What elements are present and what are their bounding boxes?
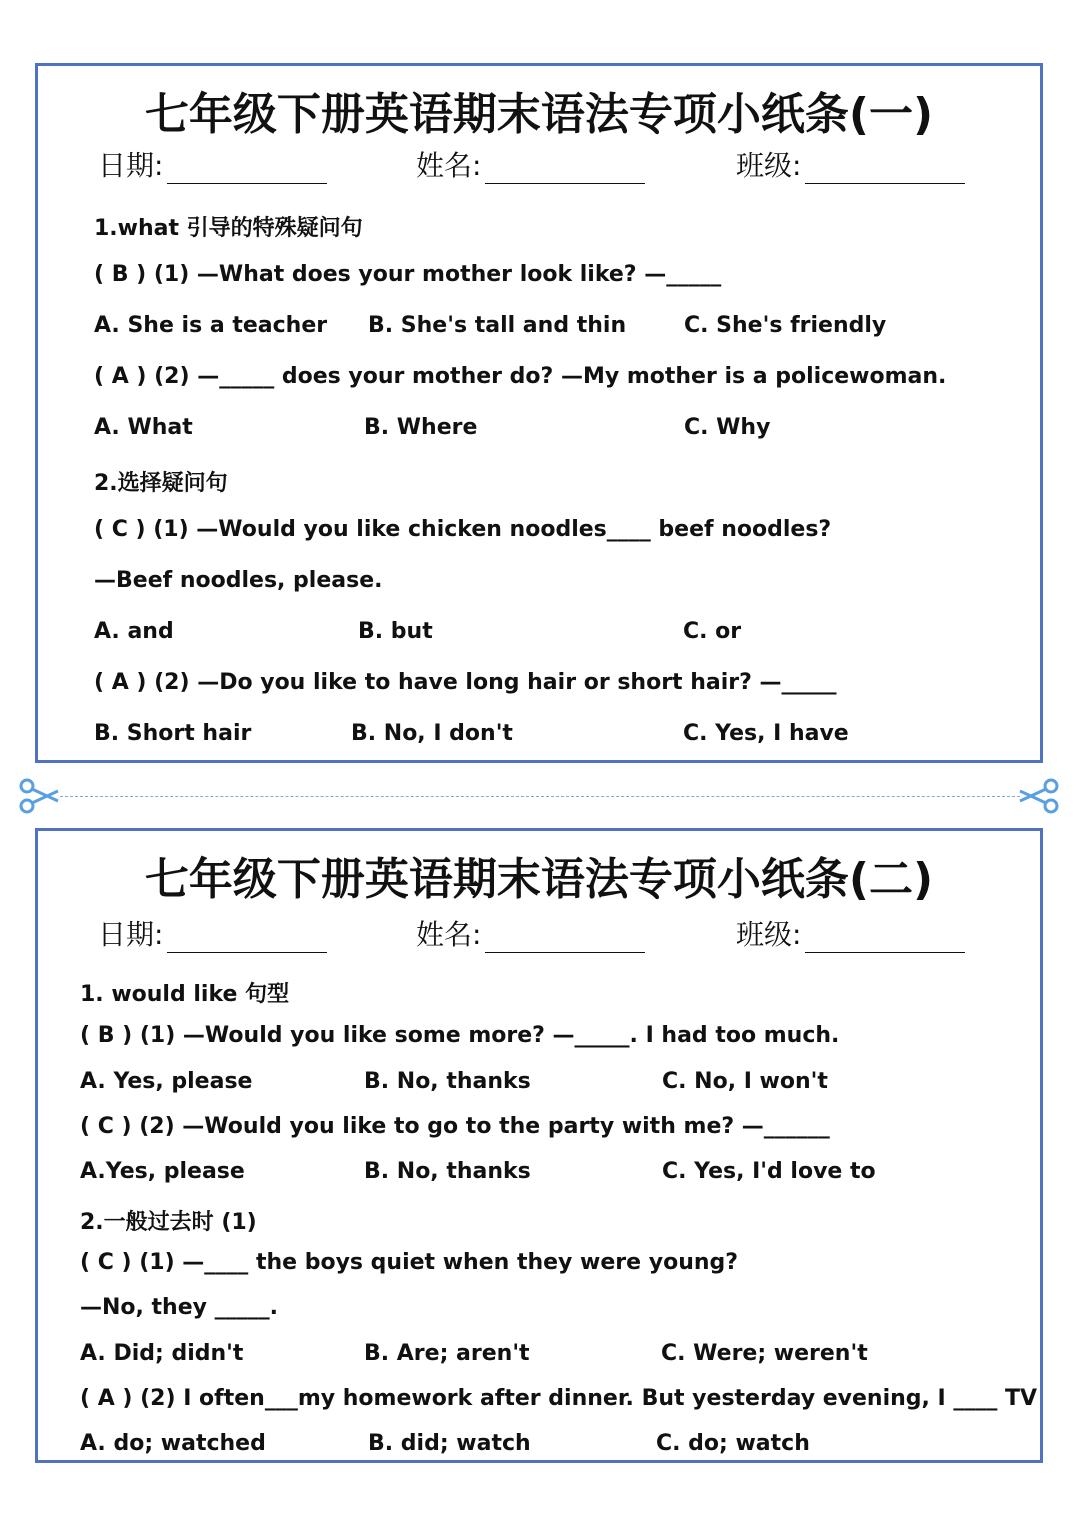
cut-line xyxy=(60,796,1020,797)
question-line: —No, they _____. xyxy=(80,1295,278,1320)
option-c: C. No, I won't xyxy=(662,1069,828,1094)
class-field: 班级: xyxy=(736,913,965,953)
option-b: B. Are; aren't xyxy=(364,1341,530,1366)
option-a: A.Yes, please xyxy=(80,1159,245,1184)
option-c: C. Yes, I'd love to xyxy=(662,1159,876,1184)
option-c: C. Were; weren't xyxy=(661,1341,868,1366)
option-b: B. No, I don't xyxy=(351,721,513,746)
option-b: B. She's tall and thin xyxy=(368,313,627,338)
option-c: C. or xyxy=(683,619,742,644)
option-c: C. Why xyxy=(684,415,771,440)
question-line: ( A ) (2) —Do you like to have long hair or short hair? —_____ xyxy=(94,670,837,695)
worksheet-card-2 xyxy=(35,828,1043,1463)
card-title: 七年级下册英语期末语法专项小纸条(一) xyxy=(144,89,934,140)
option-c: C. She's friendly xyxy=(684,313,887,338)
worksheet-card-1 xyxy=(35,63,1043,763)
option-b: B. did; watch xyxy=(368,1431,531,1456)
question-line: ( B ) (1) —What does your mother look like? —_____ xyxy=(94,262,722,287)
name-field: 姓名: xyxy=(416,913,645,953)
option-b: B. No, thanks xyxy=(364,1159,531,1184)
date-field: 日期: xyxy=(98,144,327,184)
question-line: ( C ) (2) —Would you like to go to the party with me? —______ xyxy=(80,1114,830,1139)
option-a: A. Did; didn't xyxy=(80,1341,244,1366)
question-line: ( A ) (2) —_____ does your mother do? —My mother is a policewoman. xyxy=(94,364,947,389)
option-a: B. Short hair xyxy=(94,721,252,746)
option-b: B. No, thanks xyxy=(364,1069,531,1094)
class-field: 班级: xyxy=(736,144,965,184)
section-heading: 1. would like 句型 xyxy=(80,982,290,1007)
name-field: 姓名: xyxy=(416,144,645,184)
option-a: A. What xyxy=(94,415,193,440)
section-heading: 2.选择疑问句 xyxy=(94,471,228,496)
option-c: C. Yes, I have xyxy=(683,721,849,746)
question-line: ( C ) (1) —____ the boys quiet when they were young? xyxy=(80,1250,739,1275)
scissors-icon xyxy=(18,775,60,817)
question-line: —Beef noodles, please. xyxy=(94,568,383,593)
option-b: B. but xyxy=(358,619,433,644)
option-a: A. Yes, please xyxy=(80,1069,253,1094)
scissors-icon xyxy=(1018,775,1060,817)
question-line: ( B ) (1) —Would you like some more? —_____. I had too much. xyxy=(80,1023,840,1048)
date-field: 日期: xyxy=(98,913,327,953)
option-a: A. do; watched xyxy=(80,1431,266,1456)
option-a: A. She is a teacher xyxy=(94,313,328,338)
question-line: ( C ) (1) —Would you like chicken noodles____ beef noodles? xyxy=(94,517,832,542)
option-b: B. Where xyxy=(364,415,478,440)
section-heading: 1.what 引导的特殊疑问句 xyxy=(94,216,363,241)
question-line: ( A ) (2) I often___my homework after dinner. But yesterday evening, I ____ TV xyxy=(80,1386,1038,1411)
option-a: A. and xyxy=(94,619,174,644)
option-c: C. do; watch xyxy=(656,1431,810,1456)
section-heading: 2.一般过去时 (1) xyxy=(80,1210,257,1235)
card-title: 七年级下册英语期末语法专项小纸条(二) xyxy=(144,854,934,905)
